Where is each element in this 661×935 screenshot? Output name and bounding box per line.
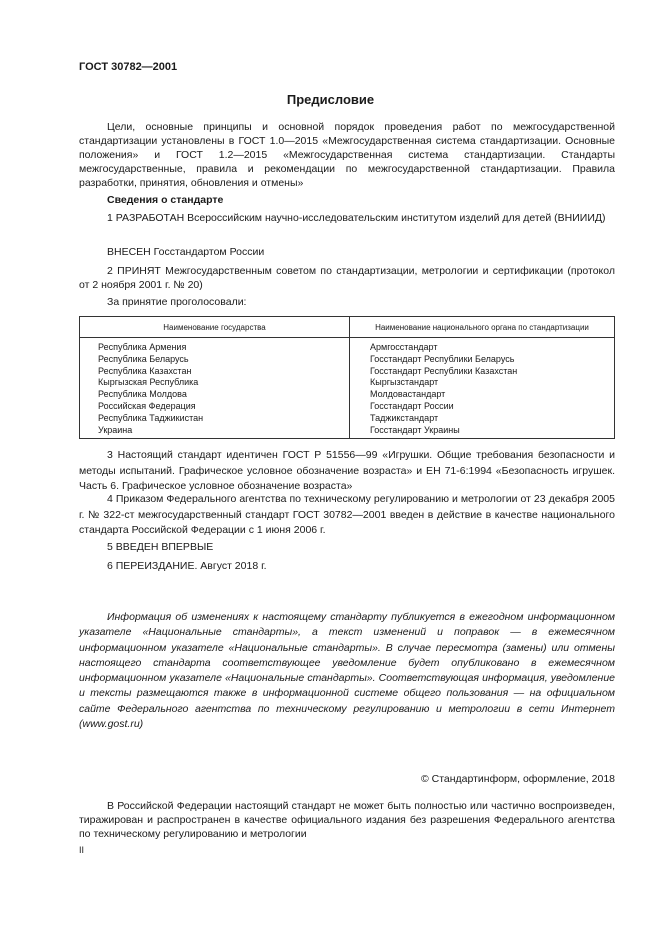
item-6: 6 ПЕРЕИЗДАНИЕ. Август 2018 г. <box>107 560 267 572</box>
item-1b: ВНЕСЕН Госстандартом России <box>107 246 265 258</box>
state-name: Республика Таджикистан <box>98 412 204 423</box>
body-name: Госстандарт Республики Беларусь <box>370 353 515 364</box>
state-name: Республика Армения <box>98 342 187 352</box>
state-name: Республика Беларусь <box>98 353 189 364</box>
state-name: Республика Казахстан <box>98 365 192 376</box>
body-name: Кыргызстандарт <box>370 377 439 388</box>
intro-paragraph: Цели, основные принципы и основной порядок проведения работ по межгосударственной стандартизации установлены в ГОСТ 1.0—2015 «Межгосударственная система стандартизации. Основные положения» и ГОСТ 1.2—2015 «Межгосударственная система стандартизации. Стандарты межгосударственные, правила и рекомендации по межгосударственной стандартизации. Правила разработки, принятия, обновления и отмены» <box>79 121 615 189</box>
body-name: Молдовастандарт <box>370 389 446 400</box>
body-name: Госстандарт Украины <box>370 424 460 435</box>
section-heading: Сведения о стандарте <box>107 194 224 206</box>
amendments-info: Информация об изменениях к настоящему стандарту публикуется в ежегодном информационном указателе «Национальные стандарты», а текст изменений и поправок — в ежемесячном информационном указателе «Национальные стандарты». В случае пересмотра (замены) или отмены настоящего стандарта соответствующее уведомление будет опубликовано в ежемесячном информационном указателе «Национальные стандарты». Соответствующая информация, уведомление и тексты размещаются также в информационной системе общего пользования — на официальном сайте Федерального агентства по техническому регулированию и метрологии в сети Интернет (www.gost.ru) <box>79 611 615 731</box>
item-1: 1 РАЗРАБОТАН Всероссийским научно-исследовательским институтом изделий для детей (ВНИИИД) <box>107 212 606 224</box>
table-header-state: Наименование государства <box>80 317 350 338</box>
bodies-cell <box>350 338 615 439</box>
item-2b: За принятие проголосовали: <box>107 296 247 308</box>
state-name: Кыргызская Республика <box>98 377 199 388</box>
body-name: Таджикстандарт <box>370 412 439 423</box>
page-title: Предисловие <box>286 92 375 107</box>
voting-table <box>79 316 615 439</box>
page-number: II <box>79 845 85 855</box>
item-4: 4 Приказом Федерального агентства по техническому регулированию и метрологии от 23 декабря 2005 г. № 322-ст межгосударственный стандарт ГОСТ 30782—2001 введен в действие в качестве национального стандарта Российской Федерации с 1 июня 2006 г. <box>79 493 615 536</box>
item-5: 5 ВВЕДЕН ВПЕРВЫЕ <box>107 541 214 553</box>
body-name: Госстандарт Республики Казахстан <box>370 365 518 376</box>
rights-notice: В Российской Федерации настоящий стандарт не может быть полностью или частично воспроизведен, тиражирован и распространен в качестве официального издания без разрешения Федерального агентства по техническому регулированию и метрологии <box>79 800 615 840</box>
copyright: © Стандартинформ, оформление, 2018 <box>420 773 615 785</box>
body-name: Армгосстандарт <box>370 342 438 352</box>
state-name: Российская Федерация <box>98 400 196 411</box>
item-2: 2 ПРИНЯТ Межгосударственным советом по стандартизации, метрологии и сертификации (протокол от 2 ноября 2001 г. № 20) <box>79 265 615 291</box>
body-name: Госстандарт России <box>370 400 454 411</box>
state-name: Республика Молдова <box>98 389 187 400</box>
states-cell <box>80 338 350 439</box>
standard-code: ГОСТ 30782—2001 <box>79 61 178 73</box>
state-name: Украина <box>98 424 133 435</box>
table-header-body: Наименование национального органа по стандартизации <box>350 317 615 338</box>
table-header-row <box>80 317 615 338</box>
table-row <box>80 338 615 439</box>
item-3: 3 Настоящий стандарт идентичен ГОСТ Р 51556—99 «Игрушки. Общие требования безопасности и методы испытаний. Графическое условное обозначение возраста» и ЕН 71-6:1994 «Безопасность игрушек. Часть 6. Графическое условное обозначение возраста» <box>79 449 615 492</box>
